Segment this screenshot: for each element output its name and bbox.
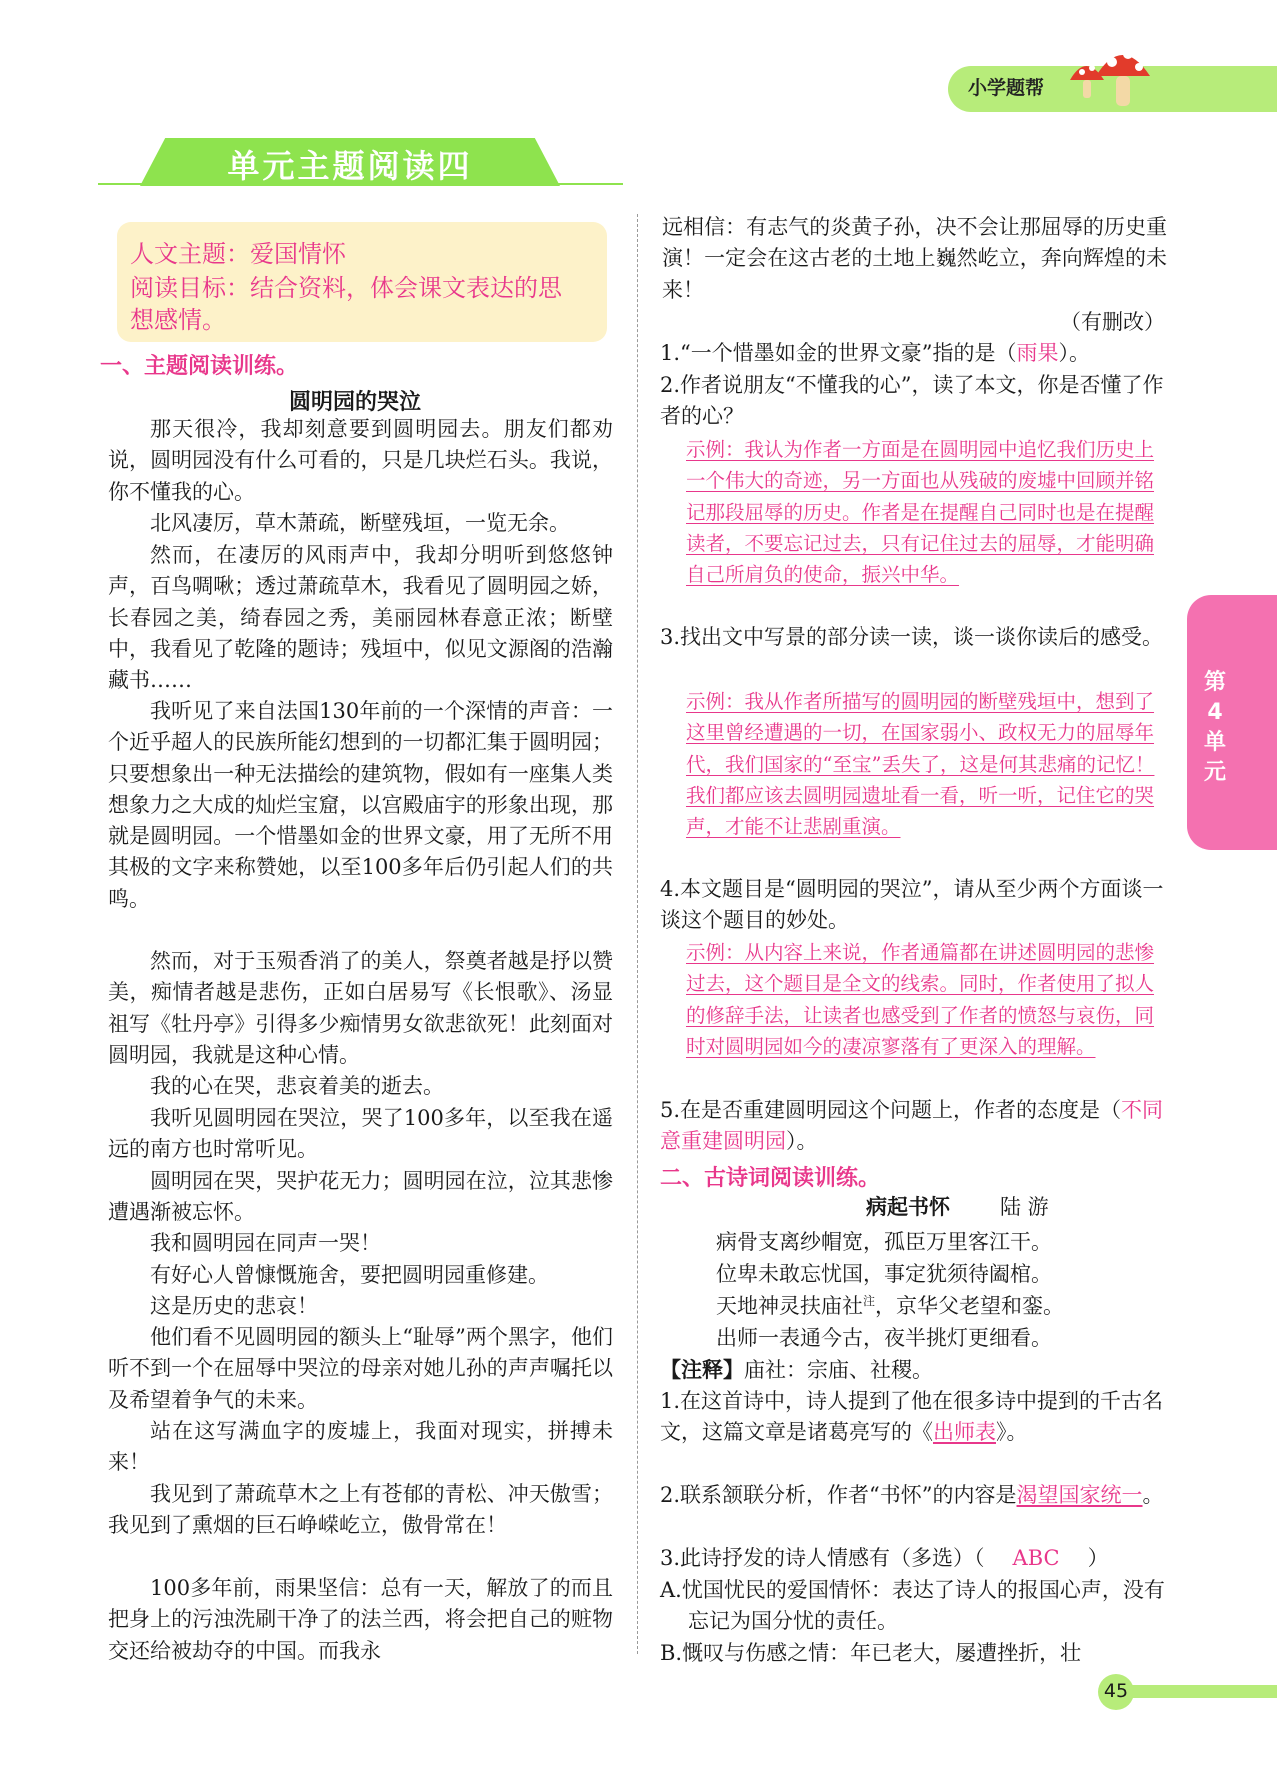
article-paragraph: 我的心在哭，悲哀着美的逝去。	[150, 1074, 444, 1098]
article-paragraph: 我听见圆明园在哭泣，哭了100多年，以至我在遥远的南方也时常听见。	[108, 1106, 613, 1162]
article-paragraph: 我和圆明园在同声一哭！	[150, 1231, 381, 1255]
article-paragraph: 100多年前，雨果坚信：总有一天，解放了的而且把身上的污浊洗刷干净了的法兰西，将会把自己的赃物交还给被劫夺的中国。而我永	[108, 1576, 613, 1663]
poem-question-3	[660, 1543, 1170, 1574]
pq2-end: 。	[1142, 1483, 1164, 1507]
poem-question-2	[660, 1480, 1170, 1511]
section1-heading: 一、主题阅读训练。	[100, 354, 299, 379]
poem-line: 出师一表通今古，夜半挑灯更细看。	[716, 1326, 1052, 1350]
note-label: 【注释】	[660, 1358, 744, 1382]
article-paragraph-cont: 远相信：有志气的炎黄子孙，决不会让那屈辱的历史重演！一定会在这古老的土地上巍然屹立，奔向辉煌的未来！	[662, 215, 1167, 302]
question-4: 4.本文题目是“圆明园的哭泣”，请从至少两个方面谈一谈这个题目的妙处。	[660, 877, 1164, 933]
poem-line: 病骨支离纱帽宽，孤臣万里客江干。	[716, 1230, 1052, 1254]
poem-line-tail: ，京华父老望和銮。	[875, 1294, 1065, 1318]
article-paragraph: 他们看不见圆明园的额头上“耻辱”两个黑字，他们听不到一个在屈辱中哭泣的母亲对她儿孙的声声嘱托以及希望着争气的未来。	[108, 1325, 613, 1412]
question-2: 2.作者说朋友“不懂我的心”，读了本文，你是否懂了作者的心？	[660, 373, 1164, 429]
brand-name: 小学题帮	[968, 77, 1045, 99]
q1-answer: 雨果	[1016, 341, 1059, 365]
section2-heading: 二、古诗词阅读训练。	[660, 1166, 881, 1191]
answer-2: 示例：我认为作者一方面是在圆明园中追忆我们历史上一个伟大的奇迹，另一方面也从残破的废墟中回顾并铭记那段屈辱的历史。作者是在提醒自己同时也是在提醒读者，不要忘记过去，只有记住过去的屈辱，才能明确自己所肩负的使命，振兴中华。	[686, 438, 1155, 587]
mushroom-logo-icon	[1062, 40, 1172, 120]
q5-text: 5.在是否重建圆明园这个问题上，作者的态度是（	[660, 1098, 1122, 1122]
pq1-answer: 出师表	[933, 1420, 996, 1445]
q1-end: ）。	[1058, 341, 1091, 365]
source-note: （有删改）	[1060, 310, 1165, 334]
note	[660, 1354, 933, 1384]
note-marker: 注	[863, 1294, 876, 1308]
poem-line-text: 天地神灵扶庙社	[716, 1294, 863, 1318]
poet-name: 陆 游	[1000, 1195, 1049, 1219]
question-5	[660, 1095, 1170, 1158]
theme-line: 人文主题：爱国情怀	[130, 240, 346, 268]
article-paragraph: 然而，在凄厉的风雨声中，我却分明听到悠悠钟声，百鸟啁啾；透过萧疏草木，我看见了圆明园之娇，长春园之美，绮春园之秀，美丽园林春意正浓；断壁中，我看见了乾隆的题诗；残垣中，似见文源阁的浩瀚藏书……	[108, 543, 613, 693]
page-title: 单元主题阅读四	[227, 147, 473, 185]
poem-line	[716, 1290, 1064, 1320]
article-paragraph: 然而，对于玉殒香消了的美人，祭奠者越是抒以赞美，痴情者越是悲伤，正如白居易写《长恨歌》、汤显祖写《牡丹亭》引得多少痴情男女欲悲欲死！此刻面对圆明园，我就是这种心情。	[108, 949, 613, 1067]
answer-3: 示例：我从作者所描写的圆明园的断壁残垣中，想到了这里曾经遭遇的一切，在国家弱小、政权无力的屈辱年代，我们国家的“至宝”丢失了，这是何其悲痛的记忆！我们都应该去圆明园遗址看一看，听一听，记住它的哭声，才能不让悲剧重演。	[686, 690, 1155, 839]
article-paragraph: 这是历史的悲哀！	[150, 1294, 318, 1318]
goal-line-cont: 想感情。	[130, 306, 226, 334]
column-divider	[637, 214, 638, 1654]
poem-line: 位卑未敢忘忧国，事定犹须待阖棺。	[716, 1262, 1052, 1286]
option-b: B.慨叹与伤感之情：年已老大，屡遭挫折，壮	[660, 1641, 1082, 1665]
poem-title: 病起书怀	[866, 1195, 950, 1219]
unit-label: 第4单元	[1203, 670, 1226, 785]
question-1	[660, 338, 1170, 369]
pq1-text: 1.在这首诗中，诗人提到了他在很多诗中提到的千古名文，这篇文章是诸葛亮写的《	[660, 1389, 1164, 1445]
poem-question-1	[660, 1386, 1170, 1449]
note-text: 庙社：宗庙、社稷。	[744, 1358, 933, 1382]
article-paragraph: 有好心人曾慷慨施舍，要把圆明园重修建。	[150, 1263, 549, 1287]
q5-end: ）。	[786, 1129, 818, 1154]
footer-bar	[1125, 1685, 1277, 1698]
page-number: 45	[1103, 1680, 1129, 1702]
question-3: 3.找出文中写景的部分读一读，谈一谈你读后的感受。	[660, 625, 1164, 649]
goal-line: 阅读目标：结合资料，体会课文表达的思	[130, 274, 562, 302]
article-paragraph: 北风凄厉，草木萧疏，断壁残垣，一览无余。	[150, 511, 570, 535]
q1-text: 1.“一个惜墨如金的世界文豪”指的是（	[660, 341, 1017, 365]
theme-box	[117, 222, 607, 342]
article-paragraph: 圆明园在哭，哭护花无力；圆明园在泣，泣其悲惨遭遇渐被忘怀。	[108, 1169, 613, 1225]
answer-4: 示例：从内容上来说，作者通篇都在讲述圆明园的悲惨过去，这个题目是全文的线索。同时，作者使用了拟人的修辞手法，让读者也感受到了作者的愤怒与哀伤，同时对圆明园如今的凄凉寥落有了更深入的理解。	[686, 941, 1155, 1058]
article-paragraph: 站在这写满血字的废墟上，我面对现实，拼搏未来！	[108, 1419, 613, 1475]
option-a: A.忧国忧民的爱国情怀：表达了诗人的报国心声，没有忘记为国分忧的责任。	[660, 1578, 1165, 1634]
article-paragraph: 我听见了来自法国130年前的一个深情的声音：一个近乎超人的民族所能幻想到的一切都汇集于圆明园；只要想象出一种无法描绘的建筑物，假如有一座集人类想象力之大成的灿烂宝窟，以宫殿庙宇的形象出现，那就是圆明园。一个惜墨如金的世界文豪，用了无所不用其极的文字来称赞她，以至100多年后仍引起人们的共鸣。	[108, 699, 613, 911]
article-paragraph: 我见到了萧疏草木之上有苍郁的青松、冲天傲雪；我见到了熏烟的巨石峥嵘屹立，傲骨常在！	[108, 1482, 613, 1538]
pq3-answer: ABC	[1012, 1546, 1060, 1570]
pq1-end: 》。	[996, 1420, 1028, 1445]
pq2-answer: 渴望国家统一	[1016, 1483, 1143, 1507]
pq2-text: 2.联系颔联分析，作者“书怀”的内容是	[660, 1483, 1017, 1507]
pq3-text: 3.此诗抒发的诗人情感有（多选）（	[660, 1546, 985, 1570]
q5-answer: 不同意重建圆明园	[660, 1098, 1164, 1154]
article-title: 圆明园的哭泣	[288, 390, 421, 415]
article-paragraph: 那天很冷，我却刻意要到圆明园去。朋友们都劝说，圆明园没有什么可看的，只是几块烂石头。我说，你不懂我的心。	[108, 417, 613, 504]
pq3-end: ）	[1087, 1546, 1109, 1570]
